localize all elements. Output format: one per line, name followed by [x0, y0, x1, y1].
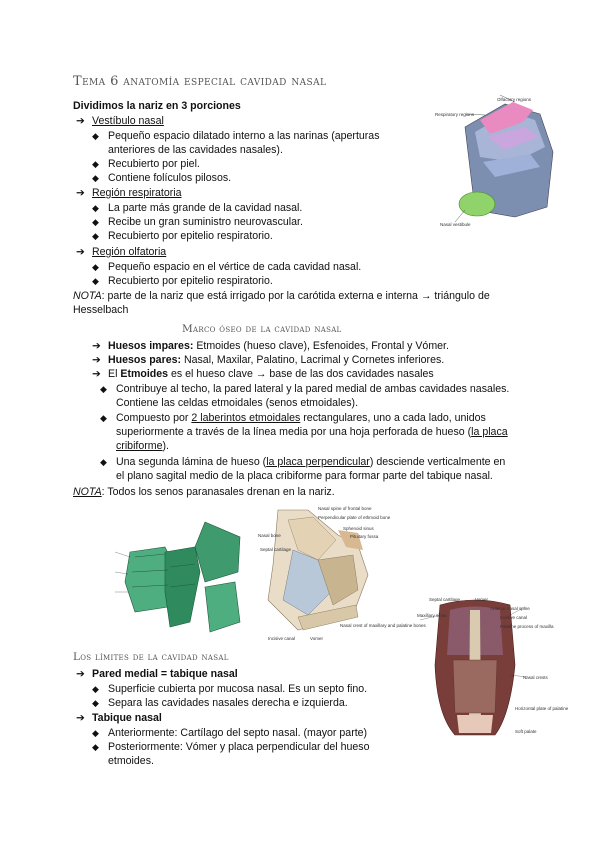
olfatoria-item: ◆ Recubierto por epitelio respiratorio. — [92, 275, 273, 287]
vestibulo-heading: ➔ Vestíbulo nasal — [76, 115, 164, 127]
etmoides-sub-cont: superiormente a través de la línea media por una hoja perforada de hueso (la placa — [116, 426, 508, 438]
marco-etmoides: ➔ El Etmoides es el hueso clave → base de las dos cavidades nasales — [92, 368, 434, 380]
marco-impares: ➔ Huesos impares: Etmoides (hueso clave), Esfenoides, Frontal y Vómer. — [92, 340, 449, 352]
etmoides-sub: ◆ Una segunda lámina de hueso (la placa perpendicular) desciende verticalmente en — [100, 456, 506, 468]
fig4-label: Horizontal plate of palatine — [515, 706, 569, 711]
fig4-label: Anterior nasal spine — [490, 606, 530, 611]
diamond-bullet-icon: ◆ — [92, 173, 99, 183]
fig1-label: Respiratory regions — [435, 112, 475, 117]
marco-pares: ➔ Huesos pares: Nasal, Maxilar, Palatino, Lacrimal y Cornetes inferiores. — [92, 354, 445, 366]
diamond-bullet-icon: ◆ — [92, 728, 99, 738]
etmoides-sub: ◆ Contribuye al techo, la pared lateral y la pared medial de ambas cavidades nasales. — [100, 383, 510, 395]
nasal-crests-figure — [415, 595, 569, 750]
nota-1: NOTA: parte de la nariz que está irrigado por la carótida externa e interna → triángulo de — [73, 290, 490, 302]
page-title: Tema 6 anatomía especial cavidad nasal — [73, 74, 327, 89]
diamond-bullet-icon: ◆ — [92, 217, 99, 227]
limites-heading: Los límites de la cavidad nasal — [73, 651, 229, 663]
fig4-label: Incisive canal — [500, 615, 528, 620]
arrow-icon: ➔ — [76, 187, 85, 199]
diamond-bullet-icon: ◆ — [92, 698, 99, 708]
fig4-label: Nasal crests — [523, 675, 548, 680]
intro-heading: Dividimos la nariz en 3 porciones — [73, 100, 241, 112]
diamond-bullet-icon: ◆ — [92, 159, 99, 169]
fig3-label: Septal cartilage — [260, 547, 292, 552]
diamond-bullet-icon: ◆ — [92, 276, 99, 286]
arrow-icon: ➔ — [92, 368, 101, 380]
diamond-bullet-icon: ◆ — [100, 413, 107, 423]
respiratoria-item: ◆ Recibe un gran suministro neurovascular. — [92, 216, 303, 228]
etmoides-sub-cont: cribiforme). — [116, 440, 169, 452]
arrow-icon: ➔ — [76, 115, 85, 127]
tabique-item-cont: etmoides. — [108, 755, 154, 767]
arrow-icon: ➔ — [92, 354, 101, 366]
fig4-label: Vomer — [475, 597, 489, 602]
vestibulo-item-cont: anteriores de las cavidades nasales). — [108, 144, 283, 156]
olfatoria-heading: ➔ Región olfatoria — [76, 246, 167, 258]
diamond-bullet-icon: ◆ — [92, 131, 99, 141]
diamond-bullet-icon: ◆ — [92, 742, 99, 752]
fig4-label: Septal cartilage — [429, 597, 461, 602]
respiratoria-item: ◆ La parte más grande de la cavidad nasal. — [92, 202, 303, 214]
diamond-bullet-icon: ◆ — [92, 203, 99, 213]
vestibulo-item: ◆ Pequeño espacio dilatado interno a las narinas (aperturas — [92, 130, 380, 142]
fig3-label: Sphenoid sinus — [343, 526, 374, 531]
arrow-icon: ➔ — [76, 712, 85, 724]
etmoides-sub-cont: el plano sagital medio de la placa cribiforme para formar parte del tabique nasal. — [116, 470, 493, 482]
fig3-label: Nasal crest of maxillary and palatine bones — [340, 623, 426, 628]
limites-medial: ➔ Pared medial = tabique nasal — [76, 668, 238, 680]
fig3-label: Nasal spine of frontal bone — [318, 506, 372, 511]
fig3-label: Vomer — [310, 636, 324, 641]
medial-item: ◆ Separa las cavidades nasales derecha e izquierda. — [92, 697, 348, 709]
medial-item: ◆ Superficie cubierta por mucosa nasal. Es un septo fino. — [92, 683, 368, 695]
respiratoria-heading: ➔ Región respiratoria — [76, 187, 182, 199]
arrow-icon: ➔ — [76, 668, 85, 680]
arrow-icon: ➔ — [76, 246, 85, 258]
ethmoid-bone-figure — [110, 512, 260, 642]
etmoides-sub-cont: Contiene las celdas etmoidales (senos etmoidales). — [116, 397, 359, 409]
diamond-bullet-icon: ◆ — [92, 231, 99, 241]
arrow-icon: ➔ — [92, 340, 101, 352]
fig1-label: Olfactory regions — [497, 97, 532, 102]
nota-2: NOTA: Todos los senos paranasales drenan en la nariz. — [73, 486, 335, 498]
diamond-bullet-icon: ◆ — [92, 262, 99, 272]
vestibulo-item: ◆ Contiene folículos pilosos. — [92, 172, 232, 184]
etmoides-sub: ◆ Compuesto por 2 laberintos etmoidales rectangulares, uno a cada lado, unidos — [100, 412, 486, 424]
tabique-item: ◆ Anteriormente: Cartílago del septo nasal. (mayor parte) — [92, 727, 368, 739]
diamond-bullet-icon: ◆ — [100, 457, 107, 467]
fig3-label: Incisive canal — [268, 636, 296, 641]
fig3-label: Nasal bone — [258, 533, 281, 538]
vestibulo-item: ◆ Recubierto por piel. — [92, 158, 200, 170]
olfatoria-item: ◆ Pequeño espacio en el vértice de cada cavidad nasal. — [92, 261, 362, 273]
nasal-regions-figure — [435, 92, 565, 232]
fig4-label: Maxillary sinus — [417, 613, 447, 618]
tabique-item: ◆ Posteriormente: Vómer y placa perpendicular del hueso — [92, 741, 370, 753]
limites-tabique: ➔ Tabique nasal — [76, 712, 162, 724]
diamond-bullet-icon: ◆ — [92, 684, 99, 694]
respiratoria-item: ◆ Recubierto por epitelio respiratorio. — [92, 230, 273, 242]
fig4-label: Soft palate — [515, 729, 537, 734]
fig3-label: Pituitary fossa — [350, 534, 379, 539]
fig3-label: Perpendicular plate of ethmoid bone — [318, 515, 391, 520]
nota-1-cont: Hesselbach — [73, 304, 129, 316]
marco-heading: Marco óseo de la cavidad nasal — [182, 323, 342, 335]
nasal-septum-sagittal-figure — [258, 505, 426, 645]
diamond-bullet-icon: ◆ — [100, 384, 107, 394]
fig4-label: Palatine process of maxilla — [500, 624, 554, 629]
fig1-label: Nasal vestibule — [440, 222, 471, 227]
